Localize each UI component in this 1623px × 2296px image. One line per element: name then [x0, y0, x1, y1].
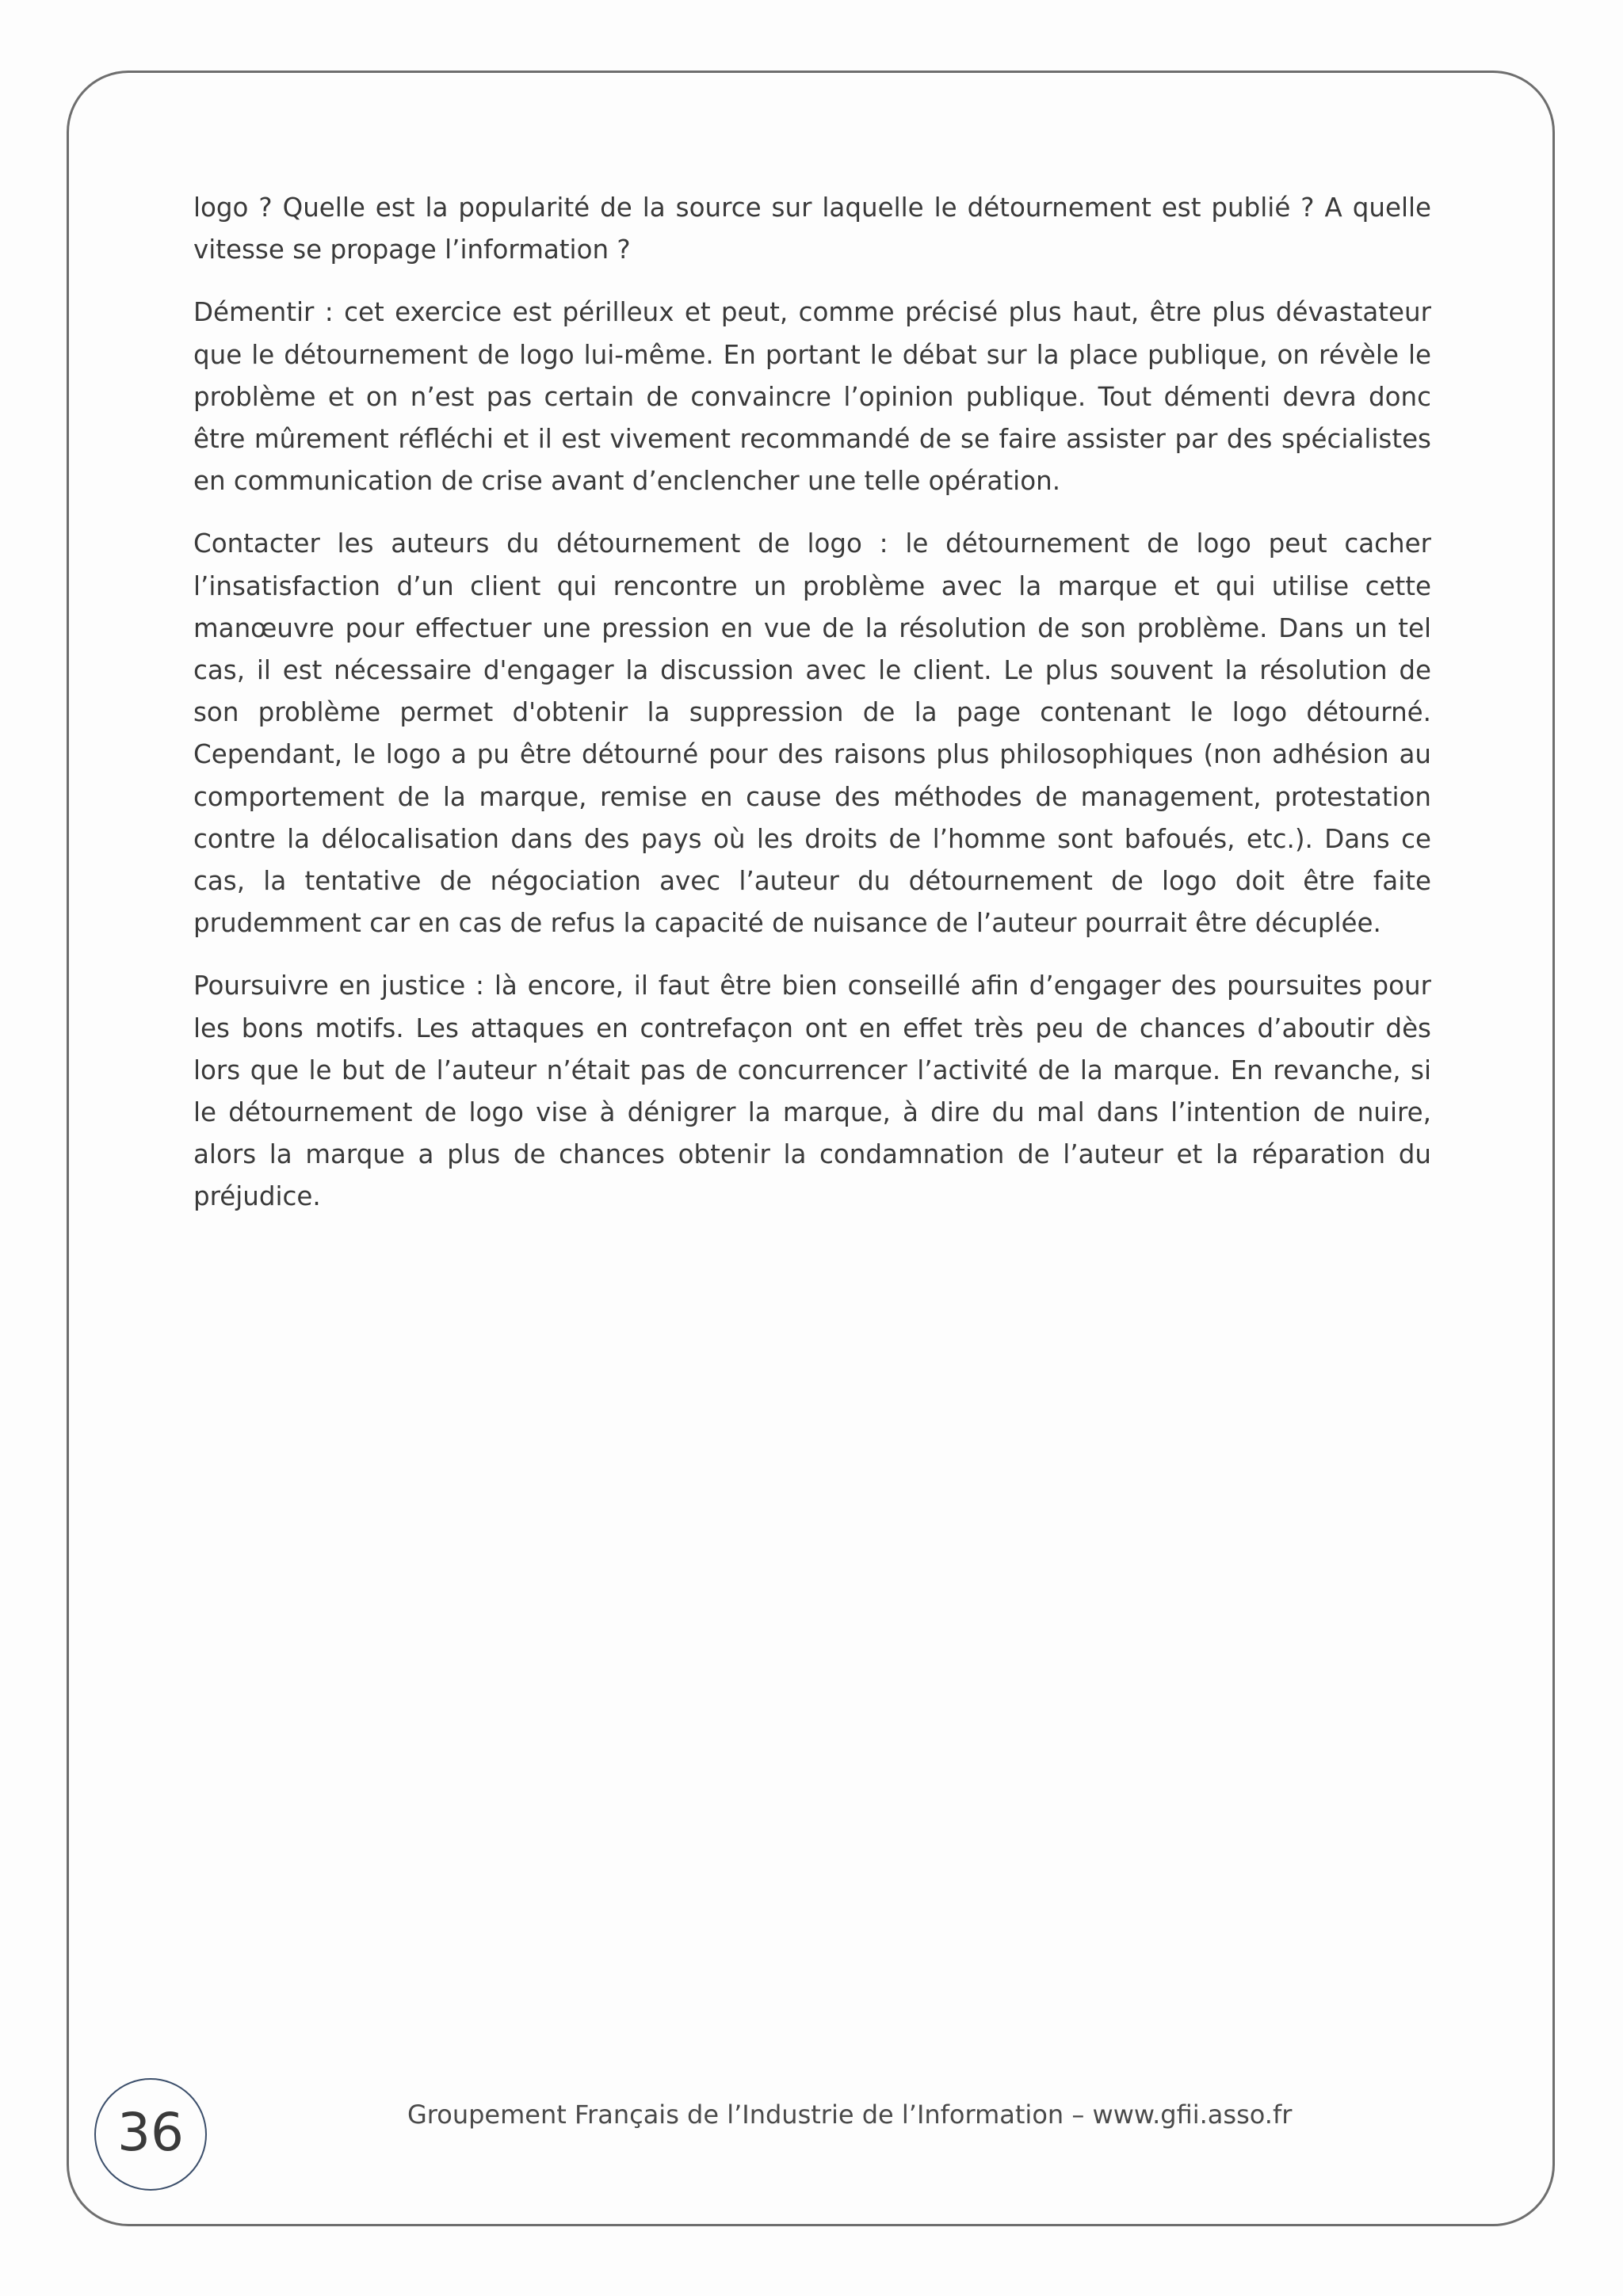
paragraph-poursuivre-justice: Poursuivre en justice : là encore, il faut être bien conseillé afin d’engager des poursuites pour les bons motifs. Les attaques en contrefaçon ont en effet très peu de chances d’aboutir dès lors que le but de l’auteur n’était pas de concurrencer l’activité de la marque. En revanche, si le détournement de logo vise à dénigrer la marque, à dire du mal dans l’intention de nuire, alors la marque a plus de chances obtenir la condamnation de l’auteur et la réparation du préjudice.: [193, 971, 1431, 1212]
footer-text: Groupement Français de l’Industrie de l’Information – www.gfii.asso.fr: [407, 2100, 1293, 2130]
paragraph-contacter-auteurs: Contacter les auteurs du détournement de logo : le détournement de logo peut cacher l’insatisfaction d’un client qui rencontre un problème avec la marque et qui utilise cette manœuvre pour effectuer une pression en vue de la résolution de son problème. Dans un tel cas, il est nécessaire d'engager la discussion avec le client. Le plus souvent la résolution de son problème permet d'obtenir la suppression de la page contenant le logo détourné. Cependant, le logo a pu être détourné pour des raisons plus philosophiques (non adhésion au comportement de la marque, remise en cause des méthodes de management, protestation contre la délocalisation dans des pays où les droits de l’homme sont bafoués, etc.). Dans ce cas, la tentative de négociation avec l’auteur du détournement de logo doit être faite prudemment car en cas de refus la capacité de nuisance de l’auteur pourrait être décuplée.: [193, 528, 1431, 939]
page-number: 36: [117, 2102, 184, 2163]
page-number-badge: [94, 2078, 207, 2191]
body-text: [193, 187, 1431, 1239]
paragraph-dementir: Démentir : cet exercice est périlleux et peut, comme précisé plus haut, être plus dévastateur que le détournement de logo lui-même. En portant le débat sur la place publique, on révèle le problème et on n’est pas certain de convaincre l’opinion publique. Tout démenti devra donc être mûrement réfléchi et il est vivement recommandé de se faire assister par des spécialistes en communication de crise avant d’enclencher une telle opération.: [193, 297, 1431, 497]
paragraph-continuation: logo ? Quelle est la popularité de la source sur laquelle le détournement est publié ? A quelle vitesse se propage l’information ?: [193, 193, 1431, 265]
